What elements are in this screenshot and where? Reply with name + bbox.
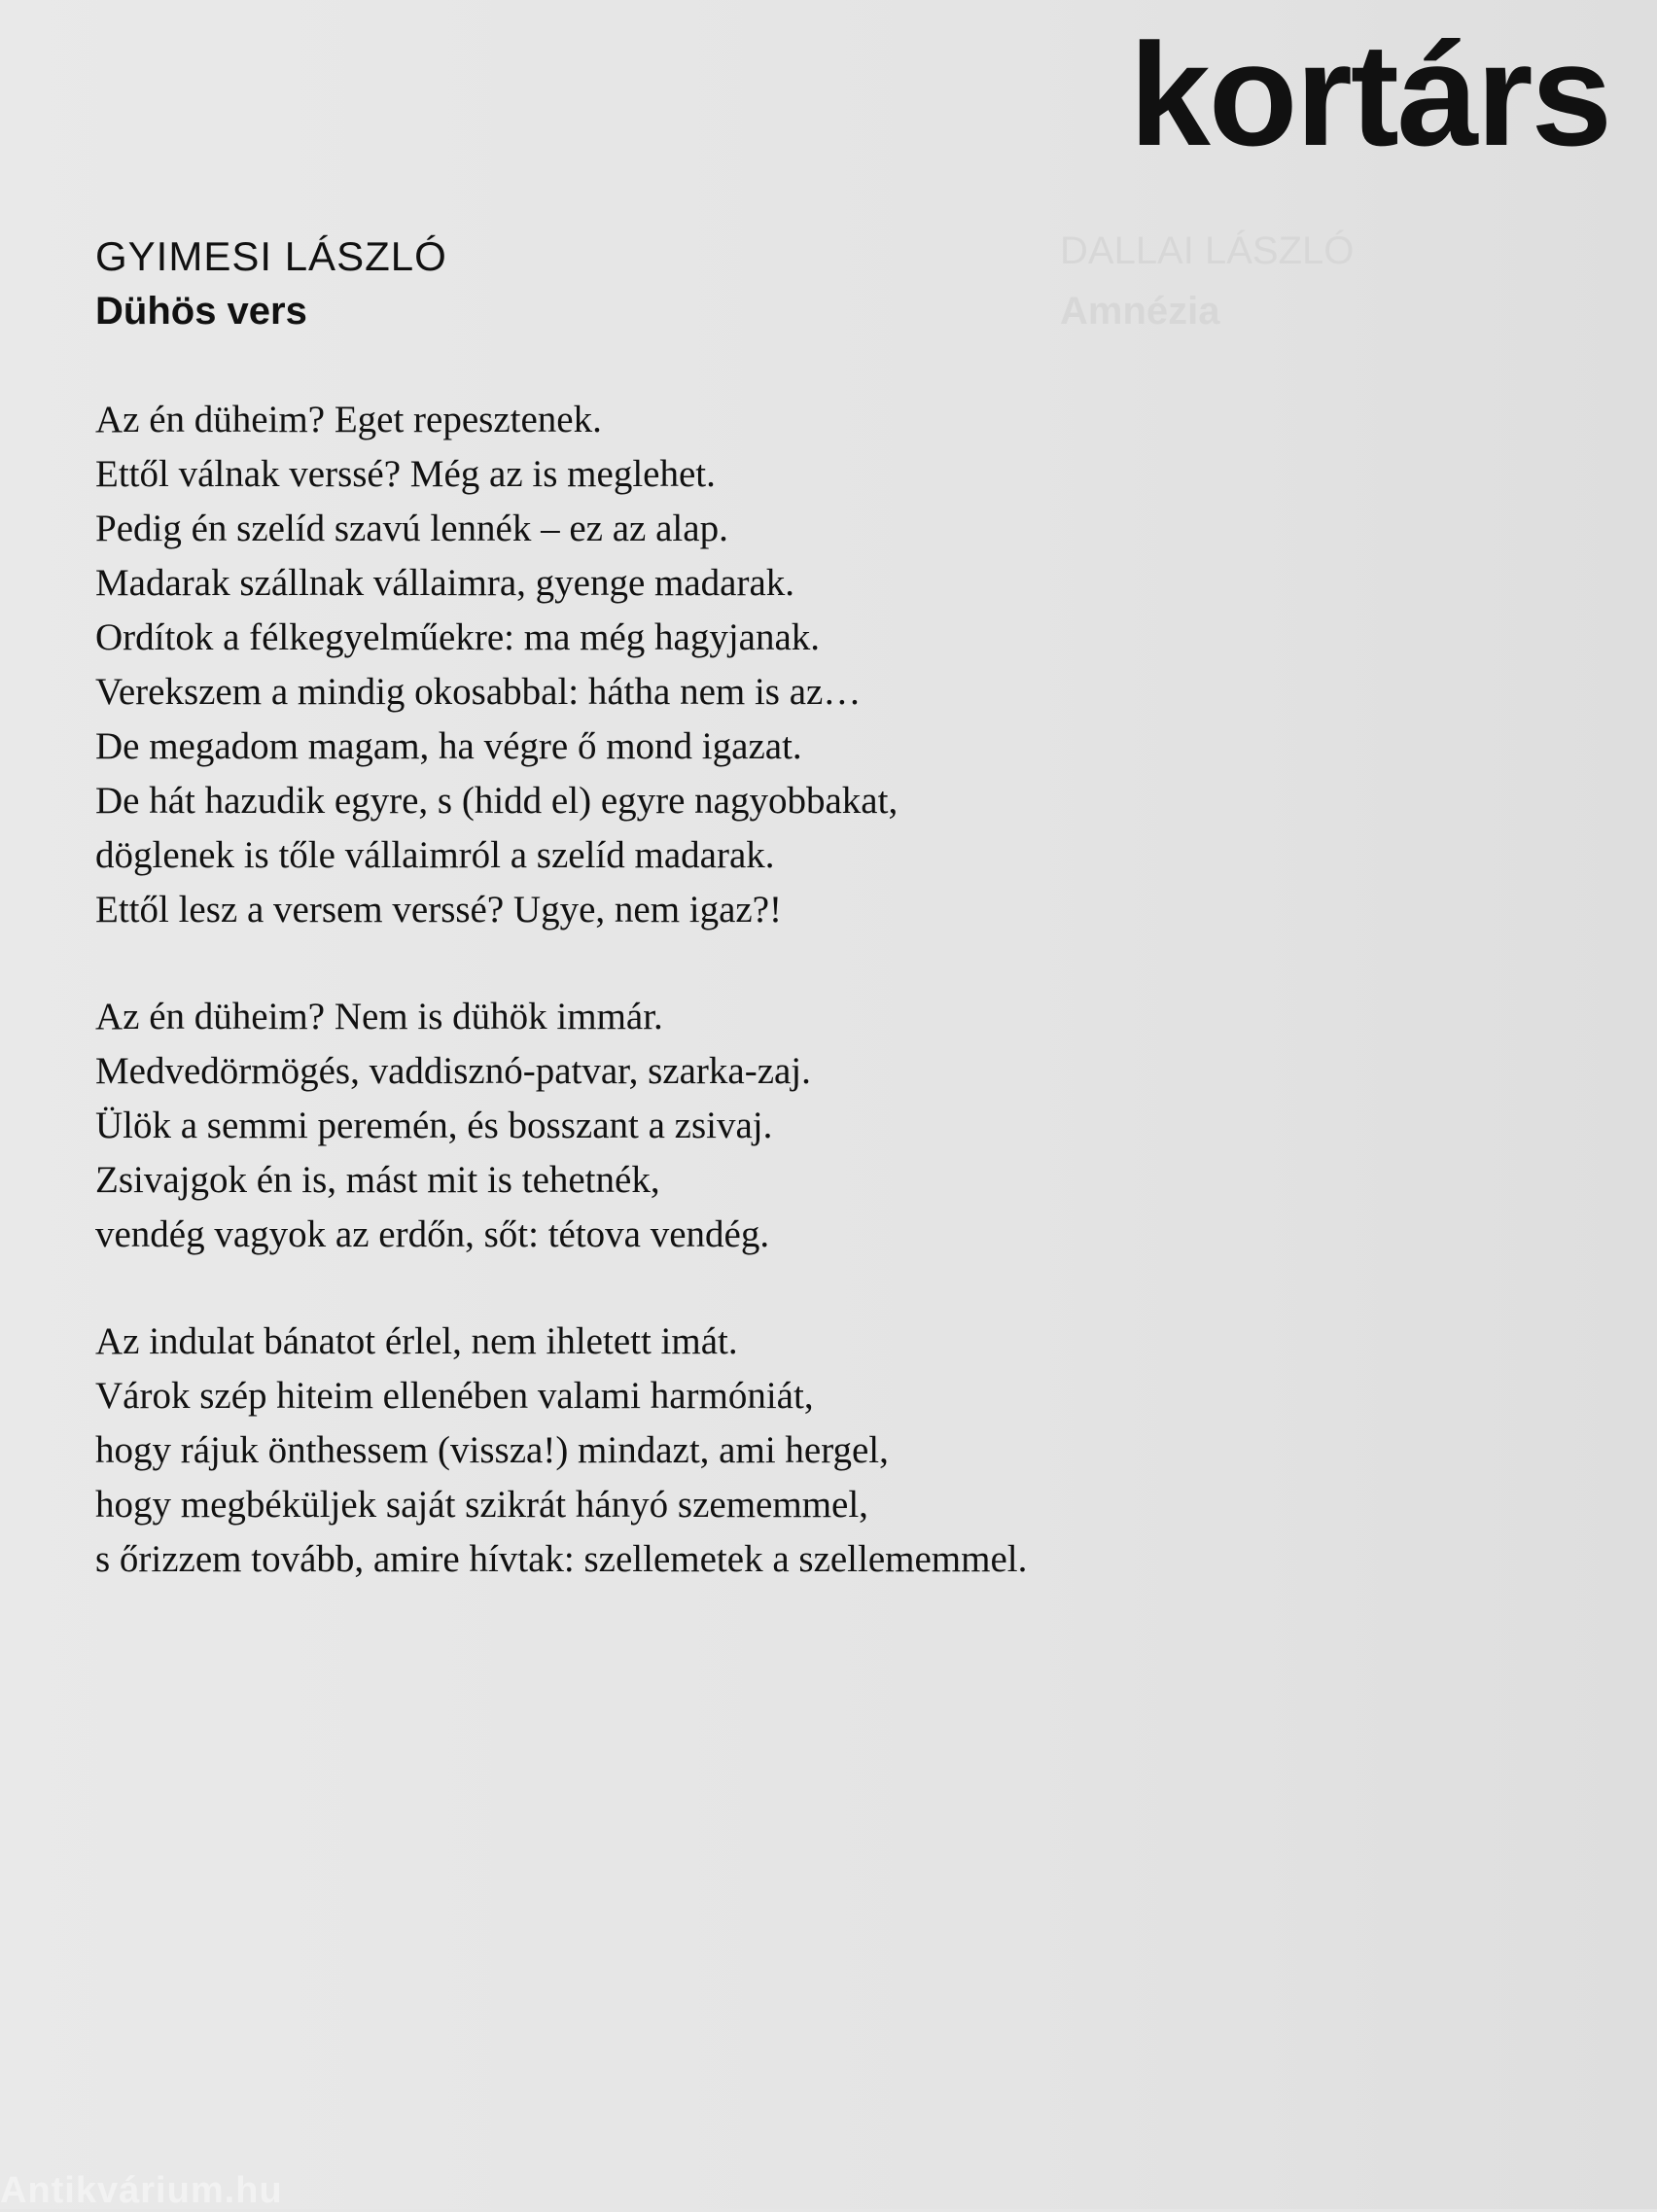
poem-line: Ettől lesz a versem verssé? Ugye, nem igaz?! xyxy=(95,889,783,930)
stanza-1 xyxy=(95,393,1262,937)
bleed-through-author: DALLAI LÁSZLÓ xyxy=(1060,229,1355,272)
watermark: Antikvárium.hu xyxy=(0,2170,283,2211)
poem-line: Ülök a semmi peremén, és bosszant a zsivaj. xyxy=(95,1105,773,1146)
poem-line: Az én düheim? Nem is dühök immár. xyxy=(95,996,663,1037)
poem-line: Medvedörmögés, vaddisznó-patvar, szarka-zaj. xyxy=(95,1050,811,1092)
stanza-3 xyxy=(95,1315,1262,1587)
stanza-2 xyxy=(95,990,1262,1262)
poem-title: Dühös vers xyxy=(95,290,307,333)
bleed-through-title: Amnézia xyxy=(1060,290,1220,333)
poem-line: s őrizzem tovább, amire hívtak: szellemetek a szellememmel. xyxy=(95,1538,1028,1580)
poem-line: Pedig én szelíd szavú lennék – ez az alap. xyxy=(95,508,728,549)
poem-line: Az indulat bánatot érlel, nem ihletett imát. xyxy=(95,1320,738,1362)
poem-line: Várok szép hiteim ellenében valami harmóniát, xyxy=(95,1375,814,1417)
poem-line: Ettől válnak verssé? Még az is meglehet. xyxy=(95,453,716,495)
poem-line: döglenek is tőle vállaimról a szelíd madarak. xyxy=(95,834,775,876)
poem-line: De megadom magam, ha végre ő mond igazat. xyxy=(95,725,802,767)
poem-author: GYIMESI LÁSZLÓ xyxy=(95,233,447,279)
poem-line: Ordítok a félkegyelműekre: ma még hagyjanak. xyxy=(95,616,821,658)
poem-line: hogy megbéküljek saját szikrát hányó szememmel, xyxy=(95,1484,868,1526)
poem-line: Zsivajgok én is, mást mit is tehetnék, xyxy=(95,1159,660,1201)
poem-line: vendég vagyok az erdőn, sőt: tétova vendég. xyxy=(95,1213,770,1255)
poem-line: Verekszem a mindig okosabbal: hátha nem is az… xyxy=(95,671,862,713)
magazine-title: kortárs xyxy=(1129,13,1610,176)
poem-line: hogy rájuk önthessem (vissza!) mindazt, ami hergel, xyxy=(95,1429,889,1471)
poem-body xyxy=(95,393,1262,1639)
poem-line: De hát hazudik egyre, s (hidd el) egyre nagyobbakat, xyxy=(95,780,899,822)
poem-line: Az én düheim? Eget repesztenek. xyxy=(95,399,602,440)
poem-line: Madarak szállnak vállaimra, gyenge madarak. xyxy=(95,562,795,604)
